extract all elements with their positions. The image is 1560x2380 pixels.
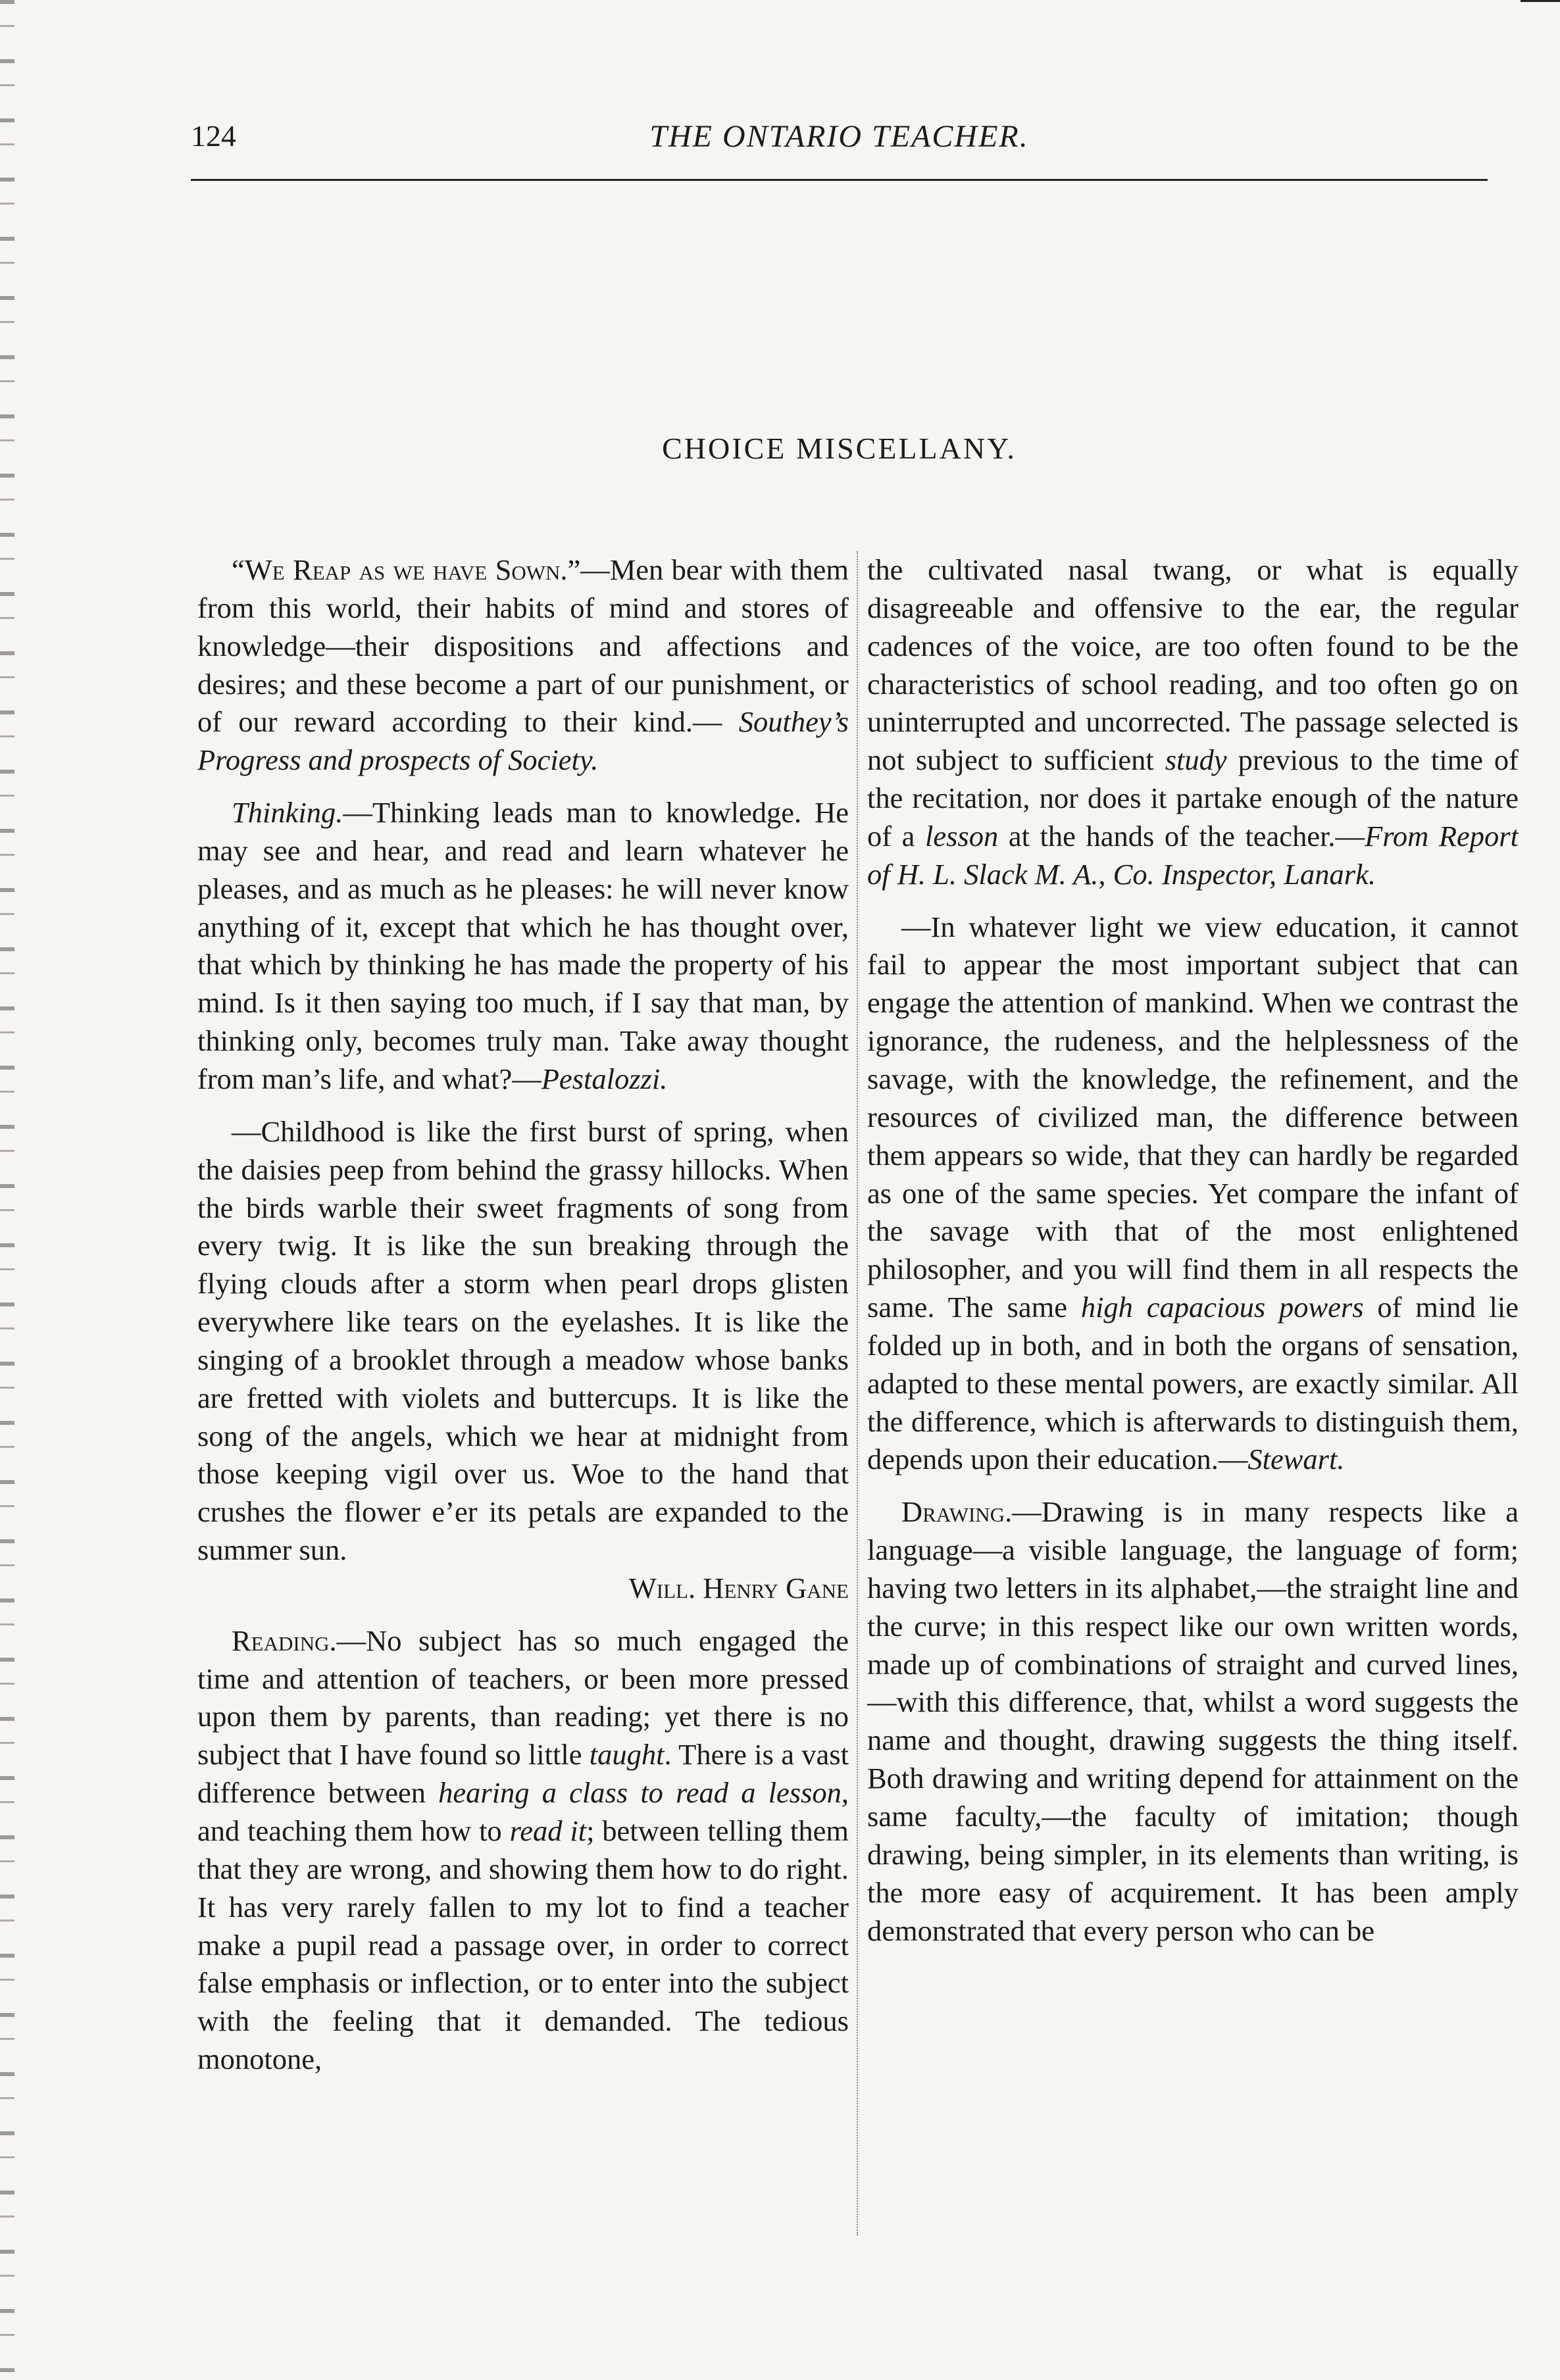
paragraph-lead: Drawing. (901, 1495, 1013, 1529)
paragraph-body: —In whatever light we view education, it cannot fail to appear the most important subject that can engage the attention of mankind. When we contrast the ignorance, the rudeness, and the helplessness of the savage, with the knowledge, the refinement, and the resources of civilized man, the difference between them appears so wide, that they can hardly be regarded as one of the same species. Yet compare the infant of the savage with that of the most enlightened philosopher, and you will find them in all respects the same. The same (867, 910, 1519, 1324)
column-divider (857, 551, 858, 2235)
paragraph-source: From Report of H. L. Slack M. A., Co. Inspector, Lanark. (867, 819, 1519, 891)
paragraph-lead: “We Reap as we have Sown.” (232, 553, 581, 586)
emphasis-text: read it (509, 1814, 587, 1847)
paragraph-reading-continued (867, 551, 1519, 894)
paragraph-source: Pestalozzi. (541, 1062, 668, 1095)
paragraph-body: ; between telling them that they are wrong, and showing them how to do right. It has very rarely fallen to my lot to find a teacher make a pupil read a passage over, in order to correct false emphasis or inflection, or to enter into the subject with the feeling that it demanded. The tedious monotone, (197, 1814, 849, 2076)
binding-margin-strip (0, 0, 14, 2380)
paragraph-source: Southey’s Progress and prospects of Society. (197, 705, 849, 777)
paragraph-body: —Childhood is like the first burst of spring, when the daisies peep from behind the grassy hillocks. When the birds warble their sweet fragments of song from every twig. It is like the sun breaking through the flying clouds after a storm when pearl drops glisten everywhere like tears on the eyelashes. It is like the singing of a brooklet through a meadow whose banks are fretted with violets and buttercups. It is like the song of the angels, which we hear at midnight from those keeping vigil over us. Woe to the hand that crushes the flower e’er its petals are expanded to the summer sun. (197, 1114, 849, 1567)
paragraph-reading (197, 1622, 849, 2079)
paragraph-lead: Reading. (232, 1624, 337, 1657)
paragraph-childhood (197, 1113, 849, 1608)
paragraph-drawing (867, 1493, 1519, 1950)
paragraph-body: . There is a vast difference between (197, 1738, 849, 1810)
paragraph-body: —No subject has so much engaged the time and attention of teachers, or been more pressed upon them by parents, than reading; yet there is no subject that I have found so little (197, 1624, 849, 1772)
paragraph-body: of mind lie folded up in both, and in both the organs of sensation, adapted to these mental powers, are exactly similar. All the difference, which is afterwards to distinguish them, depends upon their education.— (867, 1291, 1519, 1476)
paragraph-source: Stewart. (1247, 1443, 1345, 1476)
page-header (191, 118, 1488, 164)
emphasis-text: taught (589, 1738, 665, 1772)
paragraph-signature: Will. Henry Gane (628, 1571, 849, 1604)
paragraph-body: previous to the time of the recitation, nor does it partake enough of the nature of a (867, 743, 1519, 853)
paragraph-reap-sown (197, 551, 849, 780)
emphasis-text: hearing a class to read a lesson (438, 1776, 842, 1810)
left-column (197, 551, 849, 2235)
emphasis-text: lesson (924, 819, 999, 853)
paragraph-body: —Drawing is in many respects like a language—a visible language, the language of form; having two letters in its alphabet,—the straight line and the curve; in this respect like our own written words, made up of combinations of straight and curved lines,—with this difference, that, whilst a word suggests the name and thought, drawing suggests the thing itself. Both drawing and writing depend for attainment on the same faculty,—the faculty of imitation; though drawing, being simpler, in its elements than writing, is the more easy of acquirement. It has been amply demonstrated that every person who can be (867, 1495, 1519, 1947)
page-number: 124 (191, 119, 236, 153)
paragraph-lead: Thinking. (232, 796, 343, 830)
paragraph-body: , and teaching them how to (197, 1776, 849, 1847)
paragraph-body: —Men bear with them from this world, their habits of mind and stores of knowledge—their dispositions and affections and desires; and these become a part of our punishment, or of our reward according to their kind.— (197, 553, 849, 739)
paragraph-body: —Thinking leads man to knowledge. He may see and hear, and read and learn whatever he pleases, and as much as he pleases: he will never know anything of it, except that which he has thought over, that which by thinking he has made the property of his mind. Is it then saying too much, if I say that man, by thinking only, becomes truly man. Take away thought from man’s life, and what?— (197, 796, 849, 1095)
emphasis-text: study (1165, 743, 1227, 777)
corner-mark (1521, 0, 1560, 2)
running-title: THE ONTARIO TEACHER. (649, 119, 1029, 154)
paragraph-thinking (197, 794, 849, 1099)
right-column (867, 551, 1519, 2235)
emphasis-text: high capacious powers (1080, 1291, 1364, 1324)
header-rule (191, 179, 1488, 181)
paragraph-body: the cultivated nasal twang, or what is equally disagreeable and offensive to the ear, the regular cadences of the voice, are too often found to be the characteristics of school reading, and too often go on uninterrupted and uncorrected. The passage selected is not subject to sufficient (867, 553, 1519, 777)
paragraph-education (867, 908, 1519, 1479)
paragraph-body: at the hands of the teacher.— (998, 819, 1365, 853)
section-title: CHOICE MISCELLANY. (662, 432, 1017, 465)
